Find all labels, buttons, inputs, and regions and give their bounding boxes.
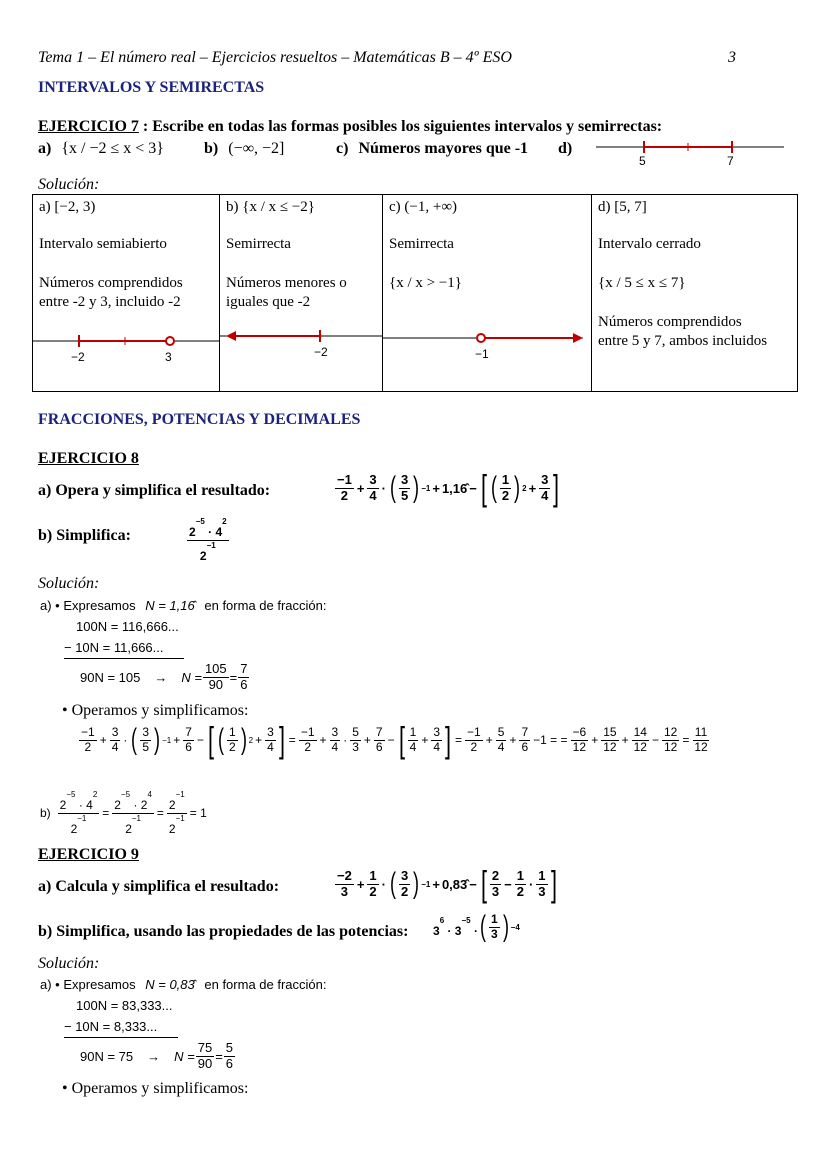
ej8-frac-den: 90 (208, 676, 224, 692)
col-a-type: Intervalo semiabierto (39, 236, 167, 252)
ej9-expresamos-var: N = 0,83̂ (145, 977, 195, 992)
ej9-frac-den: 90 (197, 1055, 213, 1071)
ej8-res-num: 7 (240, 661, 248, 676)
col-d-type: Intervalo cerrado (598, 236, 701, 252)
ej8-expresamos-label: a) • (40, 598, 60, 613)
item-a-label: a) (38, 140, 52, 157)
item-c-label: c) (336, 140, 349, 157)
ej9-expresamos-label: a) • (40, 977, 60, 992)
ej8-line3: 90N = 105 → N = $\frac{105}{90}$ = $\frac{7}{6}$ (80, 661, 248, 692)
col-d-desc1: {x / 5 ≤ x ≤ 7} (598, 275, 686, 291)
ej9-line1: 100N = 83,333... (76, 998, 173, 1013)
col-b-number-line (220, 326, 382, 346)
solucion-label-7: Solución: (38, 176, 100, 193)
number-line-d (590, 138, 790, 172)
ej8-n-eq: N = (181, 669, 202, 685)
item-b-text: (−∞, −2] (228, 140, 285, 157)
col-c-number-line (383, 328, 591, 348)
solucion-label-9: Solución: (38, 955, 100, 972)
col-a-interval: a) [−2, 3) (39, 199, 96, 215)
exercise-8-a-expression: $\frac{-1}{2}$ + $\frac{3}{4}$ · ( $\frac{3}{5}$ ) −1 + 1,16̂ − [ ( $\frac{1}{2}$ ) 2 + $\frac{3}{4}$ ] (337, 467, 560, 508)
number-line-d-tick-5: 5 (639, 154, 646, 168)
ej9-line2: − 10N = 8,333... (64, 1019, 158, 1034)
ej9-line3-text: 90N = 75 (80, 1048, 134, 1064)
col-d-desc2: Números comprendidos (598, 314, 742, 330)
col-d-desc3: entre 5 y 7, ambos incluidos (598, 333, 768, 349)
ej9-n-eq: N = (174, 1048, 195, 1064)
ej8-operamos-text: Operamos y simplificamos: (71, 702, 249, 719)
ej8-line3-text: 90N = 105 (80, 669, 141, 685)
col-a-number-line (33, 331, 219, 351)
ej9-res-den: 6 (225, 1055, 234, 1071)
exercise-9-b-expression: $3^6 \cdot 3^{-5}$ · ( $\frac{1}{3}$ ) −4 (433, 910, 520, 943)
col-c-interval: c) (−1, +∞) (389, 199, 458, 215)
ej8-line2: − 10N = 11,666... (64, 640, 164, 655)
exercise-9-a-text: a) Calcula y simplifica el resultado: (38, 878, 280, 895)
col-c-tick-1: −1 (475, 347, 489, 361)
col-a-tick-1: −2 (71, 350, 85, 364)
ej8-frac-num: 105 (204, 661, 227, 676)
col-b-tick-1: −2 (314, 345, 328, 359)
solution-col-c (383, 195, 592, 392)
ej8-expresamos-tail: en forma de fracción: (204, 598, 327, 613)
ej9-operamos: • Operamos y simplificamos: (62, 1080, 249, 1097)
solution-col-d (592, 195, 798, 392)
solution-col-a (33, 195, 220, 392)
ej8-rule (64, 658, 184, 659)
ej9-expresamos-tail: en forma de fracción: (204, 977, 327, 992)
col-b-desc1: Números menores o (226, 275, 347, 291)
col-b-interval: b) {x / x ≤ −2} (226, 199, 316, 215)
page-header-title: Tema 1 – El número real – Ejercicios resueltos – Matemáticas B – 4º ESO (38, 49, 512, 66)
ej9-arrow: → (147, 1048, 161, 1064)
exercise-9-b-text: b) Simplifica, usando las propiedades de las potencias: (38, 923, 409, 940)
ej8-res-den: 6 (240, 676, 248, 692)
exercise-7-item-d: d) (558, 140, 573, 157)
col-c-type: Semirrecta (389, 236, 454, 252)
col-b-desc2: iguales que -2 (226, 294, 311, 310)
ej8-expresamos (40, 598, 327, 613)
exercise-7-item-c (336, 140, 528, 158)
item-b-label: b) (204, 140, 219, 157)
exercise-8-b-expression: $\frac{2^{-5} \cdot 4^2}{2^{-1}}$ (189, 517, 227, 563)
ej9-res-num: 5 (225, 1040, 234, 1055)
item-a-text: {x / −2 ≤ x < 3} (61, 140, 164, 157)
solution-col-b (220, 195, 383, 392)
exercise-7-text: : Escribe en todas las formas posibles los siguientes intervalos y semirrectas: (138, 118, 663, 135)
col-b-type: Semirrecta (226, 236, 291, 252)
exercise-8-a-text: a) Opera y simplifica el resultado: (38, 482, 271, 499)
exercise-7-item-a (38, 140, 164, 158)
col-c-desc1: {x / x > −1} (389, 275, 462, 291)
col-d-interval: d) [5, 7] (598, 199, 647, 215)
exercise-7-heading: EJERCICIO 7 (38, 118, 139, 135)
exercise-7-statement (38, 118, 662, 136)
section-title-intervalos: INTERVALOS Y SEMIRECTAS (38, 79, 265, 96)
col-a-desc1: Números comprendidos (39, 275, 183, 291)
ej8-b-result: = 1 (189, 806, 207, 821)
ej8-operation-chain: $\frac{-1}{2}$ + $\frac{3}{4}$ · ( $\frac{3}{5}$ ) −1 + $\frac{7}{6}$ − [ ( $\frac{1}{2}$ ) 2 + $\frac{3}{4}$ ] = $\frac{-1}{2}$ + $\frac{3}{4}$ · $\frac{5}{3}$ + $\frac{7}{6}$ − [ $\frac{1}{4}$ + $\frac{3}{4}$ ] = $\frac{-1}{2}$ + $\frac{5}{4}$ + $\frac{7}{6}$ −1 = = $\frac{-6}{12}$ + $\frac{15}{12}$ + $\frac{14}{12}$ − $\frac{12}{12}$ = $\frac{11}{12}$ (81, 719, 708, 760)
number-line-d-tick-7: 7 (727, 154, 734, 168)
ej9-expresamos-text: Expresamos (63, 977, 136, 992)
ej8-b-chain: b) $\frac{2^{-5} \cdot 4^2}{2^{-1}}$ = $\frac{2^{-5} \cdot 2^4}{2^{-1}}$ = $\frac{2^{-1}}{2^{-1}}$ = 1 (40, 790, 207, 836)
col-a-desc2: entre -2 y 3, incluido -2 (39, 294, 181, 310)
exercise-9-a-expression: $\frac{-2}{3}$ + $\frac{1}{2}$ · ( $\frac{3}{2}$ ) −1 + 0,83̂ − [ $\frac{2}{3}$ − $\frac{1}{2}$ · $\frac{1}{3}$ ] (337, 863, 557, 904)
ej8-b-label: b) (40, 806, 51, 821)
exercise-8-b-text: b) Simplifica: (38, 527, 131, 544)
item-c-text: Números mayores que -1 (358, 140, 529, 157)
solucion-label-8: Solución: (38, 575, 100, 592)
ej8-operamos: • Operamos y simplificamos: (62, 702, 249, 719)
solution-table (32, 194, 798, 392)
ej9-line3: 90N = 75 → N = $\frac{75}{90}$ = $\frac{5}{6}$ (80, 1040, 234, 1071)
ej9-frac-num: 75 (197, 1040, 213, 1055)
ej9-expresamos (40, 977, 327, 992)
ej8-arrow: → (154, 669, 168, 685)
ej8-expresamos-text: Expresamos (63, 598, 136, 613)
ej8-expresamos-var: N = 1,16̂ (145, 598, 195, 613)
ej9-rule (64, 1037, 178, 1038)
exercise-7-item-b (204, 140, 284, 158)
page-number: 3 (728, 49, 736, 66)
exercise-8-heading: EJERCICIO 8 (38, 450, 139, 467)
col-a-tick-2: 3 (165, 350, 172, 364)
exercise-9-heading: EJERCICIO 9 (38, 846, 139, 863)
ej9-operamos-text: Operamos y simplificamos: (71, 1080, 249, 1097)
ej8-line1: 100N = 116,666... (76, 619, 179, 634)
section-title-fracciones: FRACCIONES, POTENCIAS Y DECIMALES (38, 411, 361, 428)
